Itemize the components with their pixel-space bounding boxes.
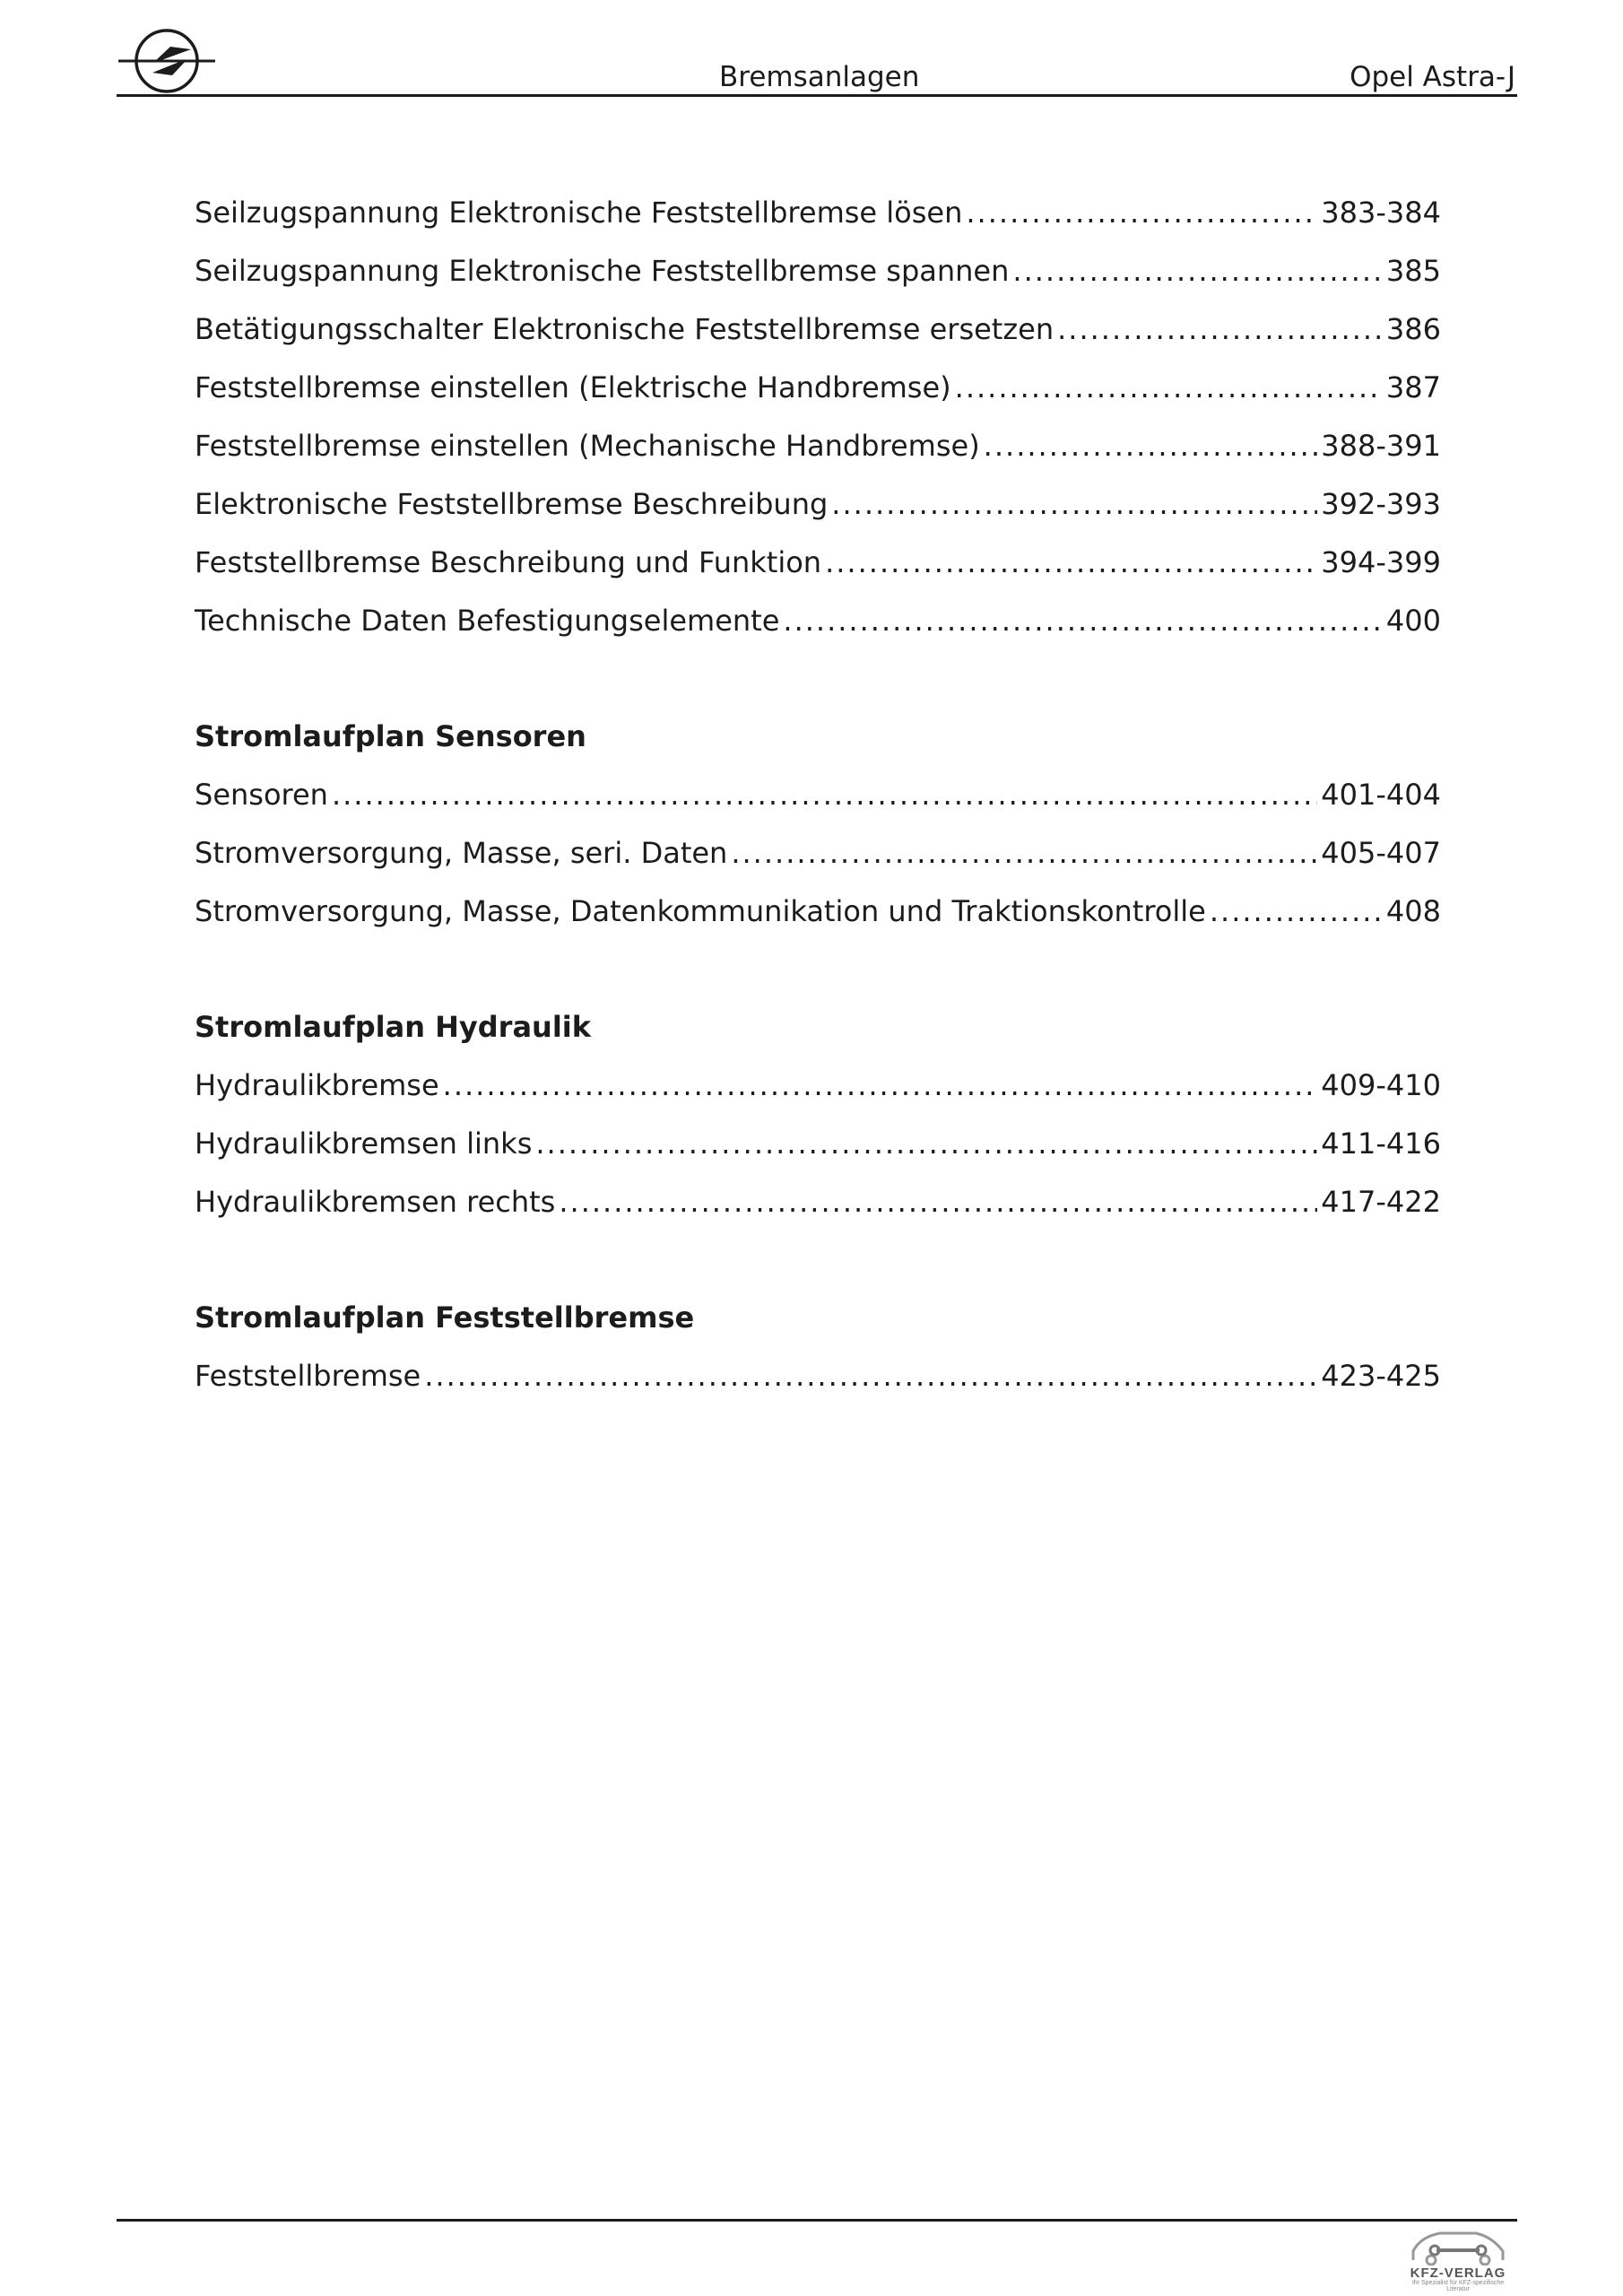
- dot-leader: [731, 824, 1317, 883]
- dot-leader: [783, 592, 1383, 650]
- dot-leader: [1057, 300, 1383, 359]
- toc-entry-pages: 392-393: [1321, 487, 1441, 521]
- toc-entry[interactable]: [195, 1057, 1441, 1115]
- dot-leader: [831, 475, 1317, 534]
- toc-entry[interactable]: [195, 300, 1441, 359]
- toc-entry[interactable]: [195, 592, 1441, 650]
- toc-entry[interactable]: [195, 824, 1441, 883]
- dot-leader: [332, 766, 1317, 824]
- toc-entry-pages: 394-399: [1321, 545, 1441, 579]
- footer-divider: [117, 2219, 1517, 2222]
- toc-entry-pages: 423-425: [1321, 1359, 1441, 1393]
- toc-entry-pages: 385: [1385, 254, 1441, 288]
- toc-entry-title: Stromversorgung, Masse, Datenkommunikation und Traktionskontrolle: [195, 894, 1206, 928]
- toc-entry-pages: 386: [1385, 312, 1441, 346]
- toc-entry[interactable]: [195, 1173, 1441, 1231]
- toc-entry-title: Feststellbremse: [195, 1359, 421, 1393]
- dot-leader: [1012, 242, 1383, 300]
- toc-section: [195, 1289, 1441, 1405]
- toc-section: [195, 184, 1441, 650]
- toc-entry-pages: 405-407: [1321, 836, 1441, 870]
- toc-entry-pages: 409-410: [1321, 1068, 1441, 1102]
- toc-entry-title: Feststellbremse Beschreibung und Funktion: [195, 545, 822, 579]
- toc-entry[interactable]: [195, 766, 1441, 824]
- toc-entry-title: Feststellbremse einstellen (Elektrische Handbremse): [195, 370, 951, 404]
- toc-entry[interactable]: [195, 1115, 1441, 1173]
- table-of-contents: [195, 184, 1441, 1463]
- toc-entry-title: Stromversorgung, Masse, seri. Daten: [195, 836, 728, 870]
- toc-entry-pages: 411-416: [1321, 1126, 1441, 1161]
- header-divider: [117, 94, 1517, 97]
- opel-logo-icon: [117, 27, 217, 95]
- dot-leader: [559, 1173, 1317, 1231]
- toc-entry-title: Seilzugspannung Elektronische Feststellbremse spannen: [195, 254, 1010, 288]
- toc-entry-title: Seilzugspannung Elektronische Feststellbremse lösen: [195, 196, 963, 230]
- dot-leader: [984, 417, 1318, 475]
- toc-entry[interactable]: [195, 359, 1441, 417]
- toc-entry-pages: 417-422: [1321, 1185, 1441, 1219]
- section-heading: Stromlaufplan Sensoren: [195, 719, 586, 753]
- dot-leader: [1210, 883, 1383, 941]
- section-heading: Stromlaufplan Feststellbremse: [195, 1300, 695, 1335]
- toc-entry-title: Betätigungsschalter Elektronische Feststellbremse ersetzen: [195, 312, 1055, 346]
- dot-leader: [955, 359, 1383, 417]
- footer-logo-subtext: Ihr Spezialist für KFZ-spezifische Literatur: [1411, 2280, 1505, 2292]
- dot-leader: [825, 534, 1317, 592]
- toc-entry[interactable]: [195, 534, 1441, 592]
- toc-entry-pages: 383-384: [1321, 196, 1441, 230]
- kfz-verlag-logo: [1401, 2226, 1515, 2291]
- toc-entry[interactable]: [195, 184, 1441, 242]
- toc-entry-title: Elektronische Feststellbremse Beschreibung: [195, 487, 829, 521]
- toc-entry-pages: 400: [1385, 604, 1441, 638]
- toc-entry-pages: 401-404: [1321, 778, 1441, 812]
- dot-leader: [424, 1347, 1317, 1405]
- toc-entry-title: Technische Daten Befestigungselemente: [195, 604, 780, 638]
- toc-entry-pages: 387: [1385, 370, 1441, 404]
- toc-entry-title: Hydraulikbremse: [195, 1068, 439, 1102]
- dot-leader: [443, 1057, 1318, 1115]
- toc-entry[interactable]: [195, 242, 1441, 300]
- toc-entry-title: Feststellbremse einstellen (Mechanische Handbremse): [195, 429, 980, 463]
- car-wrench-icon: [1401, 2226, 1515, 2266]
- toc-section: [195, 708, 1441, 941]
- footer-logo-text: KFZ-VERLAG: [1410, 2266, 1506, 2281]
- toc-entry-pages: 408: [1385, 894, 1441, 928]
- toc-entry[interactable]: [195, 417, 1441, 475]
- header-model: Opel Astra-J: [1350, 61, 1515, 93]
- toc-entry-title: Hydraulikbremsen rechts: [195, 1185, 556, 1219]
- toc-section: [195, 998, 1441, 1231]
- toc-entry[interactable]: [195, 1347, 1441, 1405]
- toc-entry[interactable]: [195, 475, 1441, 534]
- dot-leader: [535, 1115, 1317, 1173]
- page-header: [117, 27, 1517, 97]
- toc-entry-title: Hydraulikbremsen links: [195, 1126, 533, 1161]
- section-heading: Stromlaufplan Hydraulik: [195, 1010, 592, 1044]
- toc-entry-title: Sensoren: [195, 778, 328, 812]
- header-title: Bremsanlagen: [719, 61, 920, 93]
- dot-leader: [966, 184, 1317, 242]
- toc-entry[interactable]: [195, 883, 1441, 941]
- toc-entry-pages: 388-391: [1321, 429, 1441, 463]
